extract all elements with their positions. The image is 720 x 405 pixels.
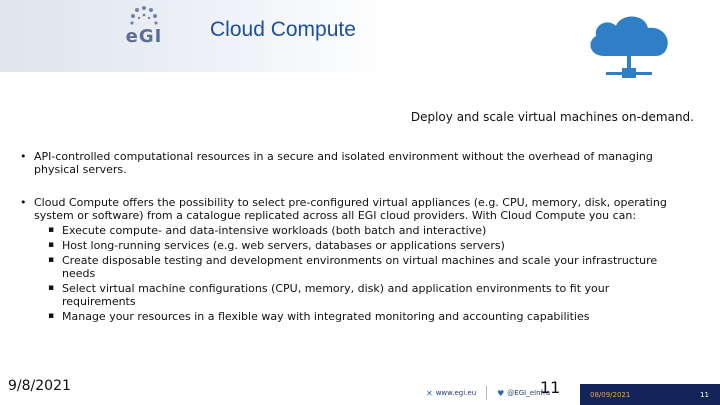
cloud-network-icon: [582, 10, 676, 88]
bullet-item: [20, 150, 680, 176]
page-number: 11: [540, 378, 561, 397]
sub-bullet-item: ▪ Host long-running services (e.g. web servers, databases or applications servers): [34, 239, 680, 252]
bullet-text: Cloud Compute offers the possibility to select pre-configured virtual appliances (e.g. CPU, memory, disk, operating system or software) from a catalogue replicated across all EGI cloud providers. With Cloud Compute you can:: [34, 196, 667, 222]
globe-icon: ✕: [426, 388, 433, 398]
bullet-item: [20, 196, 680, 323]
footer-divider: [486, 386, 487, 400]
page-title: Cloud Compute: [210, 18, 356, 41]
subtitle: Deploy and scale virtual machines on-demand.: [410, 110, 694, 124]
bullet-text: API-controlled computational resources in a secure and isolated environment without the overhead of managing physical servers.: [34, 150, 653, 176]
sub-bullet-list: [34, 224, 680, 323]
sub-bullet-item: ▪ Select virtual machine configurations (CPU, memory, disk) and application environments to fit your requirements: [34, 282, 680, 308]
sub-bullet-item: ▪ Manage your resources in a flexible way with integrated monitoring and accounting capabilities: [34, 310, 680, 323]
egi-logo: [118, 4, 170, 48]
logo-dots-icon: [118, 4, 170, 28]
footer-page-number: 11: [700, 391, 709, 399]
slide-date: 9/8/2021: [8, 378, 71, 394]
logo-text: eGI: [125, 26, 163, 47]
footer-date: 08/09/2021: [590, 391, 631, 399]
sub-bullet-item: ▪ Create disposable testing and development environments on virtual machines and scale your infrastructure needs: [34, 254, 680, 280]
content-body: [20, 150, 680, 343]
sub-bullet-item: ▪ Execute compute- and data-intensive workloads (both batch and interactive): [34, 224, 680, 237]
twitter-link[interactable]: @EGI_eInfra: [507, 389, 551, 397]
twitter-icon: ♥: [497, 388, 505, 398]
footer-links: [426, 386, 550, 400]
website-link[interactable]: www.egi.eu: [435, 389, 477, 397]
